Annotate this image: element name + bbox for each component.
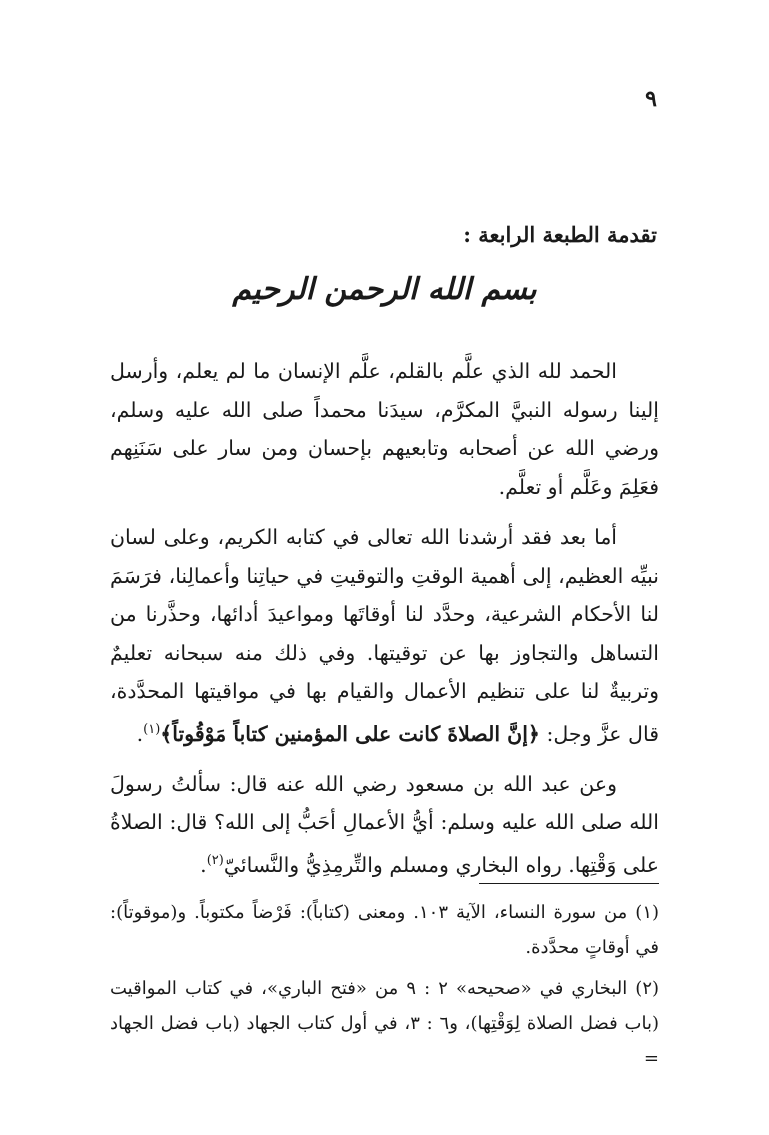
footnote-1: (١) من سورة النساء، الآية ١٠٣. ومعنى (كتاباً): فَرْضاً مكتوباً. و(موقوتاً): في أوقاتٍ محدَّدة. bbox=[110, 902, 660, 958]
footnote-ref-1: (١) bbox=[143, 721, 161, 737]
paragraph-2 bbox=[110, 518, 659, 753]
paragraph-2-end: . bbox=[136, 721, 144, 746]
body-text bbox=[110, 352, 659, 884]
paragraph-3 bbox=[110, 765, 659, 884]
footnote-2: (٢) البخاري في «صحيحه» ٢ : ٩ من «فتح الباري»، في كتاب المواقيت (باب فضل الصلاة لِوَقْتِها)، و٦ : ٣، في أول كتاب الجهاد (باب فضل الجهاد = bbox=[110, 978, 660, 1069]
page-number: ٩ bbox=[645, 86, 657, 112]
footnotes bbox=[110, 895, 659, 1076]
paragraph-1: الحمد لله الذي علَّم بالقلم، علَّم الإنسان ما لم يعلم، وأرسل إلينا رسوله النبيَّ المكرَّم، سيدَنا محمداً صلى الله عليه وسلم، ورضي الله عن أصحابه وتابعيهم بإحسان ومن سار على سَنَنِهم فعَلِمَ وعَلَّم أو تعلَّم. bbox=[110, 359, 659, 499]
quran-quote: ﴿إنَّ الصلاةَ كانت على المؤمنين كتاباً مَوْقُوتاً﴾ bbox=[160, 721, 540, 746]
footnote-divider bbox=[479, 883, 659, 884]
basmala: بسم الله الرحمن الرحيم bbox=[232, 272, 537, 307]
paragraph-2-text: أما بعد فقد أرشدنا الله تعالى في كتابه الكريم، وعلى لسان نبيِّه العظيم، إلى أهمية الوقتِ والتوقيتِ في حياتِنا وأعمالِنا، فرَسَمَ لنا الأحكام الشرعية، وحدَّد لنا أوقاتَها ومواعيدَ أدائها، وحذَّرنا من التساهل والتجاوز بها عن توقيتها. وفي ذلك منه سبحانه تعليمٌ وتربيةٌ لنا على تنظيم الأعمال والقيام بها في مواقيتها المحدَّدة، قال عزَّ وجل: bbox=[110, 525, 659, 746]
footnote-ref-2: (٢) bbox=[206, 852, 224, 868]
paragraph-3-end: . bbox=[200, 852, 207, 877]
paragraph-3-text: وعن عبد الله بن مسعود رضي الله عنه قال: سألتُ رسولَ الله صلى الله عليه وسلم: أيُّ الأعمالِ أحَبُّ إلى الله؟ قال: الصلاةُ على وَقْتِها. رواه البخاري ومسلم والتِّرمِذِيُّ والنَّسائيّ bbox=[110, 771, 659, 877]
section-title: تقدمة الطبعة الرابعة : bbox=[463, 222, 657, 247]
